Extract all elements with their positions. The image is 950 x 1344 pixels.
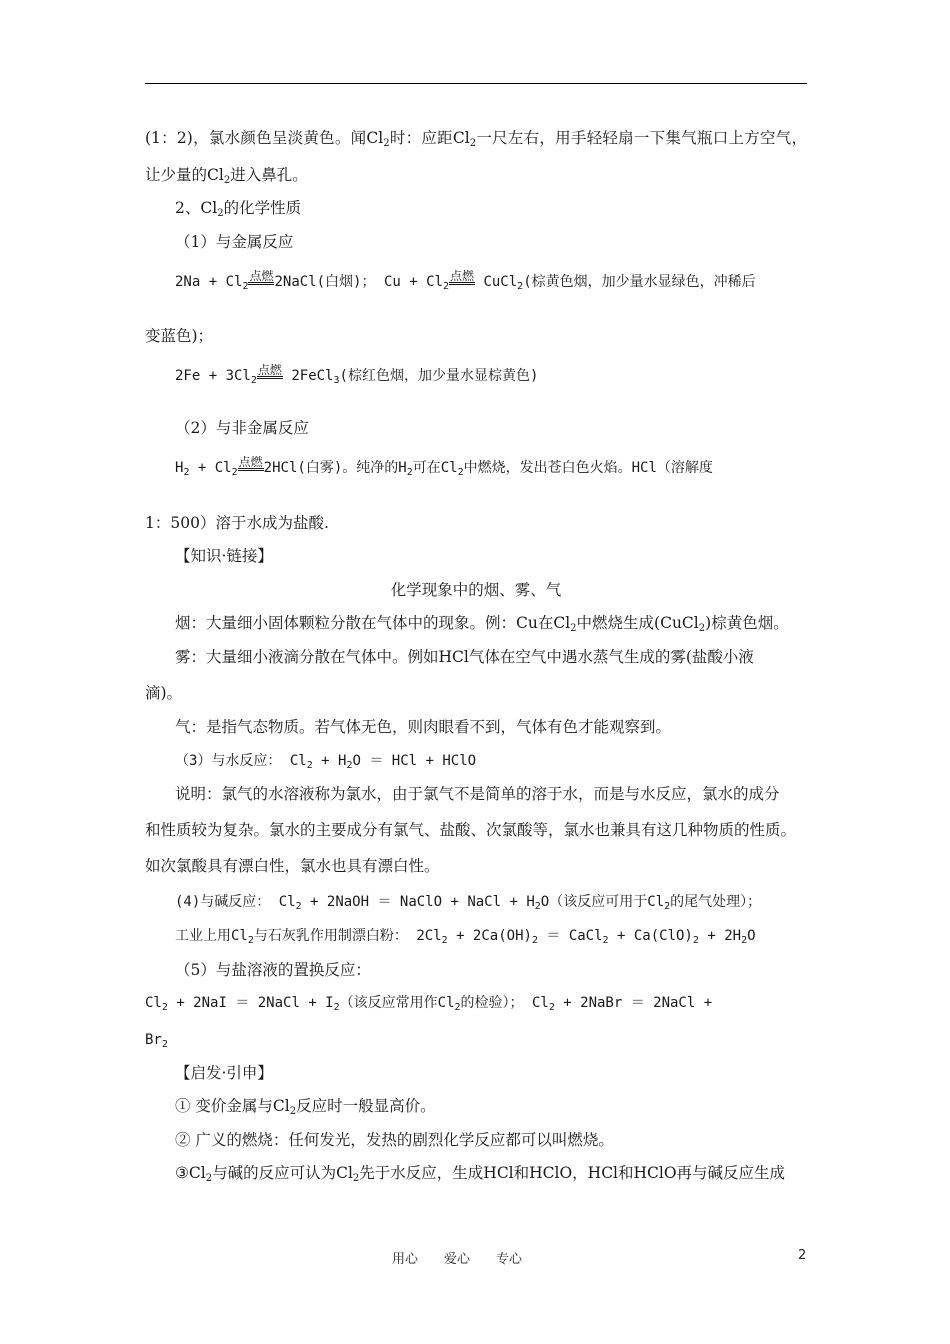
reaction-condition: 点燃 [257, 363, 282, 377]
equation-iron: $2Fe + 3Cl_2$点燃 2FeCl$_3$(棕红色烟，加少量水显棕黄色) [175, 363, 539, 386]
subheading-salt: （5）与盐溶液的置换反应： [175, 961, 371, 979]
line-6: 变蓝色)； [145, 327, 214, 345]
explanation-3: 如次氯酸具有漂白性，氯水也具有漂白性。 [145, 857, 440, 875]
footer-motto: 用心 爱心 专心 [392, 1252, 523, 1267]
equation-water: （3）与水反应： $Cl_2 + H_2O$ ＝ HCl + HClO [175, 753, 477, 771]
equation-hydrogen: $H_2 + Cl_2$点燃2HCl(白雾)。纯净的$H_2$可在$Cl_2$中燃烧，发出苍白色火焰。HCl（溶解度 [175, 455, 713, 478]
reaction-condition: 点燃 [449, 269, 474, 283]
knowledge-link-heading: 【知识·链接】 [175, 547, 273, 565]
inspiration-heading: 【启发·引申】 [175, 1064, 273, 1082]
gas-definition: 气：是指气态物质。若气体无色，则肉眼看不到，气体有色才能观察到。 [175, 718, 672, 736]
reaction-condition: 点燃 [249, 269, 274, 283]
section-heading-2: 2、$Cl_2$的化学性质 [175, 199, 302, 219]
equation-bleach: 工业上用$Cl_2$与石灰乳作用制漂白粉： $2Cl_2 + 2Ca(OH)_2$ ＝ CaCl$_2$ + $Ca(ClO)_2 + 2H_2O$ [175, 928, 756, 946]
reaction-condition: 点燃 [238, 455, 263, 469]
page-number: 2 [798, 1248, 807, 1263]
line-1: (1：2)，氯水颜色呈淡黄色。闻$Cl_2$时：应距$Cl_2$一尺左右，用手轻轻扇一下集气瓶口上方空气， [145, 129, 807, 149]
note-2: ② 广义的燃烧：任何发光，发热的剧烈化学反应都可以叫燃烧。 [175, 1131, 614, 1149]
line-15: 滴)。 [145, 684, 183, 702]
line-10: 1：500）溶于水成为盐酸. [145, 514, 329, 532]
subheading-nonmetal: （2）与非金属反应 [175, 419, 309, 437]
section-title: 化学现象中的烟、雾、气 [390, 581, 562, 599]
fog-definition: 雾：大量细小液滴分散在气体中。例如HCl气体在空气中遇水蒸气生成的雾(盐酸小液 [175, 648, 754, 666]
equation-base: (4)与碱反应： $Cl_2$ + 2NaOH ＝ NaClO + NaCl + $H_2O$（该反应可用于$Cl_2$的尾气处理）； [175, 894, 762, 912]
line-2: 让少量的$Cl_2$进入鼻孔。 [145, 166, 308, 186]
equation-salt: $Cl_2 + 2NaI$ ＝ 2NaCl + $I_2$（该反应常用作$Cl_2$的检验）； $Cl_2$ + 2NaBr ＝ 2NaCl + [145, 995, 713, 1013]
explanation-1: 说明：氯气的水溶液称为氯水，由于氯气不是简单的溶于水，而是与水反应，氯水的成分 [175, 785, 780, 803]
note-3: $③Cl_2$与碱的反应可认为$Cl_2$先于水反应，生成HCl和HClO，HCl和HClO再与碱反应生成 [175, 1164, 786, 1184]
subheading-metal: （1）与金属反应 [175, 233, 294, 251]
note-1: ① 变价金属与$Cl_2$反应时一般显高价。 [175, 1097, 436, 1117]
equation-salt-cont: $Br_2$ [145, 1032, 168, 1050]
header-rule [145, 83, 807, 84]
smoke-definition: 烟：大量细小固体颗粒分散在气体中的现象。例：Cu在$Cl_2$中燃烧生成(CuCl$_2$)棕黄色烟。 [175, 614, 789, 634]
explanation-2: 和性质较为复杂。氯水的主要成分有氯气、盐酸、次氯酸等，氯水也兼具有这几种物质的性质。 [145, 821, 797, 839]
equation-metal: $2Na + Cl_2$点燃2NaCl(白烟)； $Cu + Cl_2$点燃 CuCl$_2$(棕黄色烟，加少量水显绿色，冲稀后 [175, 269, 756, 292]
